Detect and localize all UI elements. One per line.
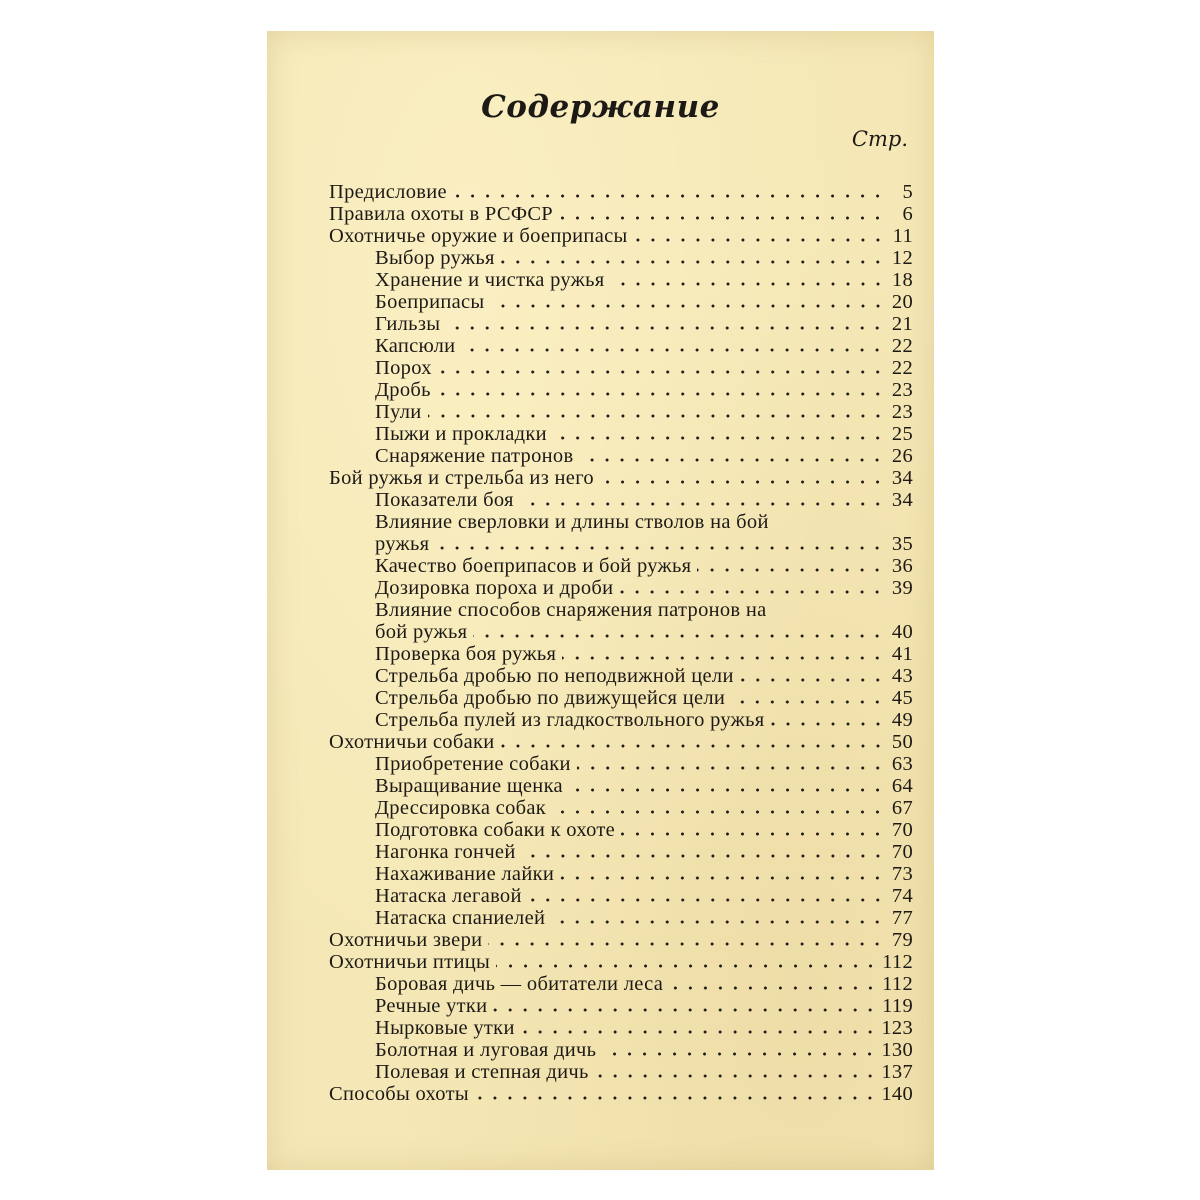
toc-entry — [329, 401, 913, 423]
toc-entry — [329, 951, 913, 973]
toc-entry-page-number: 18 — [891, 269, 913, 291]
toc-entry-title: Снаряжение патронов — [375, 445, 574, 467]
dot-leader — [446, 326, 885, 330]
toc-entry — [329, 511, 913, 533]
toc-entry-title: бой ружья — [375, 621, 468, 643]
toc-entry — [329, 731, 913, 753]
toc-entry-title: Полевая и степная дичь — [375, 1061, 589, 1083]
dot-leader — [595, 1074, 878, 1078]
toc-entry-title: Приобретение собаки — [375, 753, 571, 775]
toc-entry-page-number: 67 — [891, 797, 913, 819]
toc-entry-page-number: 49 — [891, 709, 913, 731]
dot-leader — [553, 436, 885, 440]
toc-entry — [329, 1039, 913, 1061]
dot-leader — [602, 1052, 877, 1056]
toc-entry-title: Речные утки — [375, 995, 488, 1017]
toc-entry-title: Влияние сверловки и длины стволов на бой — [375, 511, 769, 533]
toc-entry — [329, 489, 913, 511]
toc-entry-page-number: 70 — [891, 819, 913, 841]
dot-leader — [493, 1008, 878, 1012]
toc-entry-page-number: 23 — [891, 379, 913, 401]
dot-leader — [461, 348, 885, 352]
toc-entry-title: Стрельба дробью по движущейся цели — [375, 687, 726, 709]
toc-entry-title: Пыжи и прокладки — [375, 423, 547, 445]
toc-entry-page-number: 12 — [891, 247, 913, 269]
page-title: Содержание — [481, 89, 720, 125]
dot-leader — [491, 304, 885, 308]
toc-entry — [329, 709, 913, 731]
toc-entry — [329, 203, 913, 225]
toc-entry-page-number: 25 — [891, 423, 913, 445]
toc-entry — [329, 533, 913, 555]
toc-entry-title: Боровая дичь — обитатели леса — [375, 973, 664, 995]
dot-leader — [577, 766, 885, 770]
toc-entry-page-number: 79 — [891, 929, 913, 951]
toc-entry-page-number: 35 — [891, 533, 913, 555]
toc-entry-page-number: 77 — [891, 907, 913, 929]
toc-entry-title: Гильзы — [375, 313, 441, 335]
toc-entry — [329, 973, 913, 995]
toc-entry-page-number: 50 — [891, 731, 913, 753]
dot-leader — [731, 700, 885, 704]
toc-entry-page-number: 20 — [891, 291, 913, 313]
toc-entry — [329, 797, 913, 819]
toc-entry — [329, 621, 913, 643]
toc-entry-title: Охотничье оружие и боеприпасы — [329, 225, 628, 247]
toc-entry-title: Хранение и чистка ружья — [375, 269, 605, 291]
toc-entry — [329, 995, 913, 1017]
toc-entry-page-number: 119 — [882, 995, 913, 1017]
toc-entry-title: Предисловие — [329, 181, 447, 203]
toc-entry-page-number: 22 — [891, 335, 913, 357]
dot-leader — [560, 876, 885, 880]
toc-entry-page-number: 5 — [902, 181, 913, 203]
toc-entry — [329, 929, 913, 951]
dot-leader — [669, 986, 878, 990]
toc-entry — [329, 775, 913, 797]
dot-leader — [551, 920, 885, 924]
toc-entry — [329, 379, 913, 401]
toc-entry-title: Подготовка собаки к охоте — [375, 819, 616, 841]
page-column-header: Стр. — [851, 127, 908, 151]
toc-entry — [329, 181, 913, 203]
toc-entry — [329, 423, 913, 445]
toc-entry — [329, 225, 913, 247]
toc-entry — [329, 1017, 913, 1039]
toc-entry-page-number: 36 — [891, 555, 913, 577]
dot-leader — [473, 634, 885, 638]
dot-leader — [559, 216, 885, 220]
book-page — [267, 31, 934, 1170]
dot-leader — [634, 238, 885, 242]
toc-entry-page-number: 6 — [902, 203, 913, 225]
toc-entry-title: Боеприпасы — [375, 291, 485, 313]
dot-leader — [611, 282, 886, 286]
dot-leader — [435, 546, 885, 550]
dot-leader — [740, 678, 885, 682]
dot-leader — [501, 260, 885, 264]
toc-entry — [329, 863, 913, 885]
dot-leader — [521, 1030, 878, 1034]
toc-entry-page-number: 70 — [891, 841, 913, 863]
dot-leader — [488, 942, 885, 946]
dot-leader — [619, 590, 885, 594]
toc-entry-page-number: 64 — [891, 775, 913, 797]
toc-entry — [329, 467, 913, 489]
toc-entry-title: Охотничьи звери — [329, 929, 483, 951]
toc-entry — [329, 555, 913, 577]
toc-entry — [329, 753, 913, 775]
toc-entry-title: Способы охоты — [329, 1083, 469, 1105]
toc-entry — [329, 357, 913, 379]
toc-entry — [329, 643, 913, 665]
toc-entry — [329, 841, 913, 863]
toc-entry-page-number: 11 — [892, 225, 913, 247]
toc-entry-page-number: 74 — [891, 885, 913, 907]
dot-leader — [569, 788, 885, 792]
toc-entry-page-number: 123 — [881, 1017, 913, 1039]
dot-leader — [771, 722, 886, 726]
toc-entry-title: Показатели боя — [375, 489, 514, 511]
dot-leader — [600, 480, 885, 484]
toc-entry-title: Правила охоты в РСФСР — [329, 203, 554, 225]
toc-entry — [329, 335, 913, 357]
dot-leader — [621, 832, 885, 836]
toc-entry-title: Выбор ружья — [375, 247, 495, 269]
toc-entry — [329, 599, 913, 621]
toc-entry-page-number: 63 — [891, 753, 913, 775]
toc-entry-title: ружья — [375, 533, 430, 555]
toc-entry — [329, 247, 913, 269]
dot-leader — [496, 964, 878, 968]
toc-entry-title: Болотная и луговая дичь — [375, 1039, 597, 1061]
toc-entry-title: Стрельба пулей из гладкоствольного ружья — [375, 709, 765, 731]
toc-entry — [329, 819, 913, 841]
toc-entry-title: Натаска спаниелей — [375, 907, 546, 929]
toc-entry — [329, 885, 913, 907]
toc-entry-title: Нырковые утки — [375, 1017, 515, 1039]
toc-entry-page-number: 112 — [882, 973, 913, 995]
toc-entry-title: Охотничьи птицы — [329, 951, 491, 973]
toc-entry-title: Проверка боя ружья — [375, 643, 557, 665]
toc-entry-title: Нагонка гончей — [375, 841, 516, 863]
dot-leader — [520, 502, 885, 506]
toc-entry-page-number: 45 — [891, 687, 913, 709]
toc-entry-page-number: 23 — [891, 401, 913, 423]
toc-entry-title: Порох — [375, 357, 432, 379]
toc-entry — [329, 665, 913, 687]
dot-leader — [522, 854, 885, 858]
toc-entry-page-number: 26 — [891, 445, 913, 467]
toc-entry — [329, 445, 913, 467]
dot-leader — [562, 656, 885, 660]
toc-entry-title: Дозировка пороха и дроби — [375, 577, 614, 599]
toc-entry-page-number: 34 — [891, 489, 913, 511]
toc-entry-title: Бой ружья и стрельба из него — [329, 467, 594, 489]
toc-entry — [329, 291, 913, 313]
toc-entry-page-number: 40 — [891, 621, 913, 643]
dot-leader — [552, 810, 885, 814]
toc-entry-page-number: 73 — [891, 863, 913, 885]
dot-leader — [475, 1096, 877, 1100]
toc-entry — [329, 1061, 913, 1083]
toc-entry-title: Капсюли — [375, 335, 456, 357]
toc-entry-page-number: 130 — [881, 1039, 913, 1061]
toc-entry-page-number: 21 — [891, 313, 913, 335]
toc-entry-page-number: 22 — [891, 357, 913, 379]
toc-entry — [329, 269, 913, 291]
dot-leader — [697, 568, 885, 572]
dot-leader — [579, 458, 885, 462]
dot-leader — [501, 744, 885, 748]
toc-entry-page-number: 112 — [882, 951, 913, 973]
toc-entry — [329, 577, 913, 599]
toc-entry — [329, 1083, 913, 1105]
toc-entry-page-number: 34 — [891, 467, 913, 489]
dot-leader — [438, 370, 885, 374]
toc-entry — [329, 687, 913, 709]
toc-entry-title: Качество боеприпасов и бой ружья — [375, 555, 692, 577]
dot-leader — [453, 194, 885, 198]
toc-entry-title: Выращивание щенка — [375, 775, 563, 797]
toc-entry-title: Влияние способов снаряжения патронов на — [375, 599, 767, 621]
toc-entry-page-number: 137 — [881, 1061, 913, 1083]
dot-leader — [528, 898, 885, 902]
dot-leader — [437, 392, 885, 396]
toc-entry-title: Дрессировка собак — [375, 797, 547, 819]
table-of-contents — [329, 181, 913, 1105]
dot-leader — [428, 414, 885, 418]
toc-entry-page-number: 43 — [891, 665, 913, 687]
toc-entry-title: Натаска легавой — [375, 885, 522, 907]
toc-entry-page-number: 41 — [891, 643, 913, 665]
toc-entry-title: Охотничьи собаки — [329, 731, 495, 753]
toc-entry-title: Стрельба дробью по неподвижной цели — [375, 665, 734, 687]
toc-entry-title: Пули — [375, 401, 422, 423]
toc-entry — [329, 313, 913, 335]
toc-entry — [329, 907, 913, 929]
toc-entry-title: Дробь — [375, 379, 431, 401]
toc-entry-page-number: 140 — [881, 1083, 913, 1105]
toc-entry-page-number: 39 — [891, 577, 913, 599]
toc-entry-title: Нахаживание лайки — [375, 863, 555, 885]
